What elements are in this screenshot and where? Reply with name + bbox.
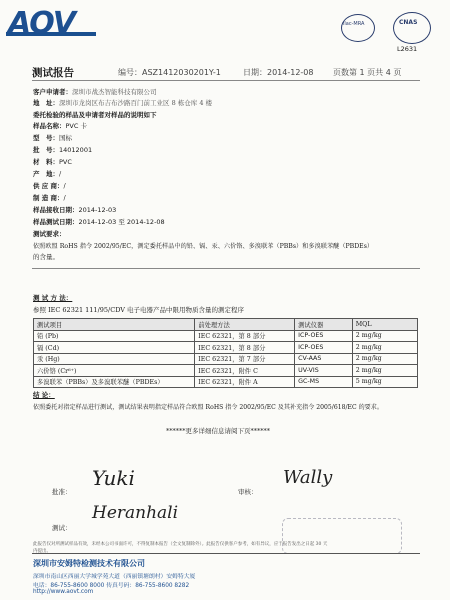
sample-name-value: PVC 卡 (65, 122, 87, 130)
origin-value: / (59, 170, 62, 178)
received-date-value: 2014-12-03 (78, 206, 117, 214)
cell-mql: 5 mg/kg (352, 376, 417, 388)
section-divider (32, 268, 420, 269)
tested-date-value: 2014-12-03 至 2014-12-08 (78, 218, 165, 226)
cell-method: IEC 62321，第 7 部分 (195, 353, 295, 365)
cell-instrument: ICP-OES (295, 342, 353, 354)
applicant-label: 客户申请者： (33, 88, 72, 96)
disclaimer-line-2: 内提出。 (33, 549, 51, 554)
sample-section-heading: 委托检验的样品及申请者对样品的说明如下 (33, 111, 157, 119)
tested-date-label: 样品测试日期： (33, 218, 79, 226)
cell-mql: 2 mg/kg (352, 353, 417, 365)
approver-label: 批准： (52, 488, 72, 496)
method-label: 测 试 方 法： (33, 294, 73, 302)
test-items-table (33, 318, 418, 388)
tester-signature: Heranhali (92, 503, 179, 523)
requirement-text-2: 的含量。 (33, 253, 59, 261)
conclusion-text: 依照委托对指定样品进行测试，测试结果表明指定样品符合欧盟 RoHS 指令 2002/95/EC 及其补充指令 2005/618/EC 的要求。 (33, 404, 383, 411)
reviewer-label: 审核： (238, 488, 258, 496)
sample-name-label: 样品名称： (33, 122, 66, 130)
certification-marks (335, 10, 445, 54)
received-date-row (33, 205, 116, 214)
model-label: 型 号： (33, 134, 59, 142)
maker-value: / (63, 194, 66, 202)
tested-date-row (33, 217, 165, 226)
approver-signature: Yuki (92, 466, 135, 490)
address-row (33, 98, 212, 107)
table-header-row (34, 319, 418, 331)
maker-row (33, 193, 66, 202)
cell-method: IEC 62321，第 8 部分 (195, 342, 295, 354)
cell-item: 六价铬 (Cr⁶⁺) (34, 365, 195, 377)
table-row (34, 376, 418, 388)
footer-company: 深圳市安姆特检测技术有限公司 (33, 559, 145, 568)
cell-item: 汞 (Hg) (34, 353, 195, 365)
table-row (34, 353, 418, 365)
conclusion-label: 结 论： (33, 391, 55, 399)
table-row (34, 365, 418, 377)
ilac-label: ilac-MRA (343, 21, 365, 27)
report-title: 测试报告 (32, 67, 74, 79)
address-label: 地 址： (33, 99, 59, 107)
material-label: 材 料： (33, 158, 59, 166)
cell-instrument: ICP-OES (295, 330, 353, 342)
footer-divider (32, 553, 420, 554)
origin-label: 产 地： (33, 170, 59, 178)
cell-mql: 2 mg/kg (352, 342, 417, 354)
cell-item: 镉 (Cd) (34, 342, 195, 354)
header-instrument: 测试仪器 (295, 319, 353, 331)
ilac-seal-icon (341, 14, 375, 42)
header-pretreatment: 前处理方法 (195, 319, 295, 331)
supplier-label: 供 应 商： (33, 182, 64, 190)
material-value: PVC (59, 158, 72, 166)
material-row (33, 157, 72, 166)
footer-website[interactable]: http://www.aovt.com (33, 589, 94, 595)
model-value: 国标 (59, 134, 72, 142)
batch-row (33, 145, 92, 154)
cell-method: IEC 62321，第 8 部分 (195, 330, 295, 342)
report-number: 编号：ASZ1412030201Y-1 (118, 68, 221, 77)
footer-phone: 电话：86-755-8600 8000 传真号码：86-755-8600 8282 (33, 583, 190, 589)
tester-label: 测试： (52, 524, 72, 532)
header-mql: MQL (352, 319, 417, 331)
disclaimer-line-1: 此报告仅对所测试样品有效，未经本公司书面许可，不得复制本报告（全文复制除外）。此报告仅供客户参考，如有异议，应于报告发出之日起 30 天 (33, 542, 328, 547)
maker-label: 制 造 商： (33, 194, 64, 202)
cell-instrument: GC-MS (295, 376, 353, 388)
cell-mql: 2 mg/kg (352, 365, 417, 377)
cell-instrument: CV-AAS (295, 353, 353, 365)
origin-row (33, 169, 61, 178)
applicant-value: 深圳市战杰智能科技有限公司 (72, 88, 157, 96)
report-date: 日期：2014-12-08 (243, 68, 314, 77)
official-stamp (282, 518, 402, 554)
cell-method: IEC 62321，附件 C (195, 365, 295, 377)
received-date-label: 样品接收日期： (33, 206, 79, 214)
table-row (34, 330, 418, 342)
cell-item: 铅 (Pb) (34, 330, 195, 342)
batch-value: 14012001 (59, 146, 93, 154)
requirement-label: 测试要求： (33, 230, 66, 238)
supplier-value: / (63, 182, 66, 190)
more-info-note: ******更多详细信息请阅下页****** (166, 427, 270, 435)
cell-item: 多溴联苯（PBBs）及多溴联苯醚（PBDEs） (34, 376, 195, 388)
address-value: 深圳市龙岗区布吉布沙路百门前工业区 8 栋仓库 4 楼 (59, 99, 213, 107)
header-test-item: 测试项目 (34, 319, 195, 331)
reviewer-signature: Wally (283, 467, 333, 488)
cert-number: L2631 (397, 45, 418, 53)
header-divider (32, 80, 420, 81)
cell-instrument: UV-VIS (295, 365, 353, 377)
applicant-row (33, 87, 157, 96)
batch-label: 批 号： (33, 146, 59, 154)
cell-mql: 2 mg/kg (352, 330, 417, 342)
model-row (33, 133, 72, 142)
requirement-text-1: 依照欧盟 RoHS 指令 2002/95/EC，测定委托样品中的铅、镉、汞、六价铬、多溴联苯（PBBs）和多溴联苯醚（PBDEs） (33, 243, 374, 250)
cnas-seal-icon (393, 12, 431, 44)
method-text: 参照 IEC 62321 111/95/CDV 电子电器产品中限用物质含量的测定程序 (33, 306, 245, 314)
supplier-row (33, 181, 66, 190)
table-row (34, 342, 418, 354)
company-logo (6, 8, 92, 44)
logo-text: AOV (8, 6, 75, 41)
footer-address: 深圳市南山区西丽大学城学苑大道（西丽镇塘朗村）安姆特大厦 (33, 574, 196, 580)
cell-method: IEC 62321，附件 A (195, 376, 295, 388)
page-indicator: 页数第 1 页共 4 页 (333, 68, 402, 77)
sample-name-row (33, 121, 87, 130)
cnas-label: CNAS (399, 19, 418, 26)
